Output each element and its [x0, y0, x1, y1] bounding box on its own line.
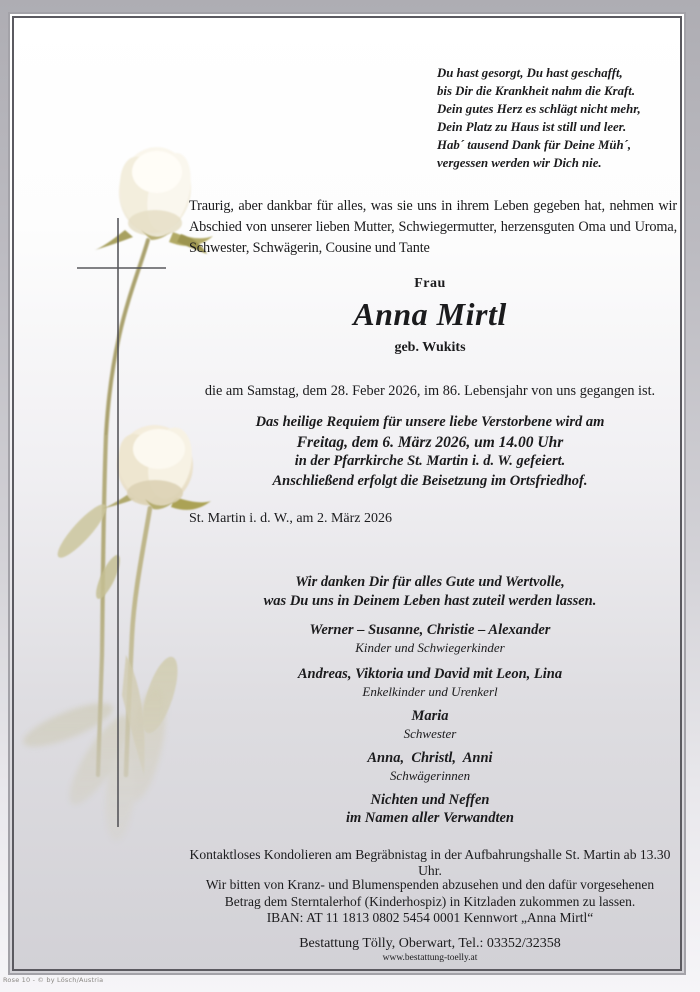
donation-iban-row: [186, 910, 674, 927]
family-entry: [186, 708, 674, 742]
family-entry: [186, 750, 674, 784]
deceased-name: Anna Mirtl: [353, 296, 507, 332]
donation-line: Wir bitten von Kranz- und Blumenspenden abzusehen und den dafür vorgesehenen: [205, 877, 655, 892]
family-role: im Namen aller Verwandten: [346, 810, 514, 826]
iban-number: IBAN: AT 11 1813 0802 5454 0001: [266, 910, 461, 925]
donation-line: Betrag dem Sterntalerhof (Kinderhospiz) in Kitzladen zukommen zu lassen.: [224, 893, 636, 909]
poem-line: vergessen werden wir Dich nie.: [437, 156, 602, 170]
family-role: Kinder und Schwiegerkinder: [355, 640, 505, 655]
family-names: Nichten und Neffen: [370, 792, 490, 808]
poem-line: Du hast gesorgt, Du hast geschafft,: [437, 66, 623, 80]
donation-keyword: Kennwort „Anna Mirtl“: [463, 910, 594, 925]
funeral-home-block: [186, 936, 674, 963]
funeral-home-line: Bestattung Tölly, Oberwart, Tel.: 03352/32358: [299, 936, 561, 951]
poem-line: Dein gutes Herz es schlägt nicht mehr,: [437, 102, 641, 116]
service-line: Das heilige Requiem für unsere liebe Verstorbene wird am: [255, 414, 605, 430]
intro-paragraph: Traurig, aber dankbar für alles, was sie uns in ihrem Leben gegeben hat, nehmen wir Abschied von unserer lieben Mutter, Schwiegermutter, herzensguten Oma und Uroma, Schwester, Schwägerin, Cousine und Tante: [189, 198, 677, 256]
family-role: Enkelkinder und Urenkerl: [362, 684, 498, 699]
thanks-line: Wir danken Dir für alles Gute und Wertvolle,: [295, 574, 565, 590]
service-line: in der Pfarrkirche St. Martin i. d. W. gefeiert.: [294, 453, 566, 469]
rose-artwork: [20, 142, 213, 842]
family-entry: [186, 622, 674, 656]
service-announcement: [186, 413, 674, 491]
family-names: Andreas, Viktoria und David mit Leon, Lina: [297, 666, 563, 682]
family-entry: [186, 792, 674, 827]
funeral-home-website: www.bestattung-toelly.at: [382, 953, 478, 963]
poem-line: bis Dir die Krankheit nahm die Kraft.: [437, 84, 636, 98]
memorial-poem: [437, 64, 641, 172]
family-names: Anna, Christl, Anni: [367, 750, 493, 766]
birth-name: geb. Wukits: [394, 340, 466, 355]
service-date-line: Freitag, dem 6. März 2026, um 14.00 Uhr: [296, 433, 564, 451]
salutation: Frau: [414, 276, 446, 291]
death-date-line: die am Samstag, dem 28. Feber 2026, im 86. Lebensjahr von uns gegangen ist.: [204, 383, 656, 399]
family-entry: [186, 666, 674, 700]
service-line: Anschließend erfolgt die Beisetzung im Ortsfriedhof.: [272, 472, 588, 489]
donation-block: [186, 877, 674, 927]
place-date-line: St. Martin i. d. W., am 2. März 2026: [189, 511, 392, 526]
family-names: Maria: [411, 708, 449, 724]
family-names: Werner – Susanne, Christie – Alexander: [309, 622, 551, 638]
image-credit: Rose 10 - © by Lösch/Austria: [3, 976, 104, 984]
family-role: Schwester: [403, 726, 457, 741]
thanks-line: was Du uns in Deinem Leben hast zuteil werden lassen.: [263, 593, 597, 609]
thanks-block: [186, 573, 674, 611]
condolence-note: Kontaktloses Kondolieren am Begräbnistag in der Aufbahrungshalle St. Martin ab 13.30 Uhr.: [189, 847, 671, 878]
poem-line: Hab´ tausend Dank für Deine Müh´,: [437, 138, 632, 152]
family-role: Schwägerinnen: [389, 768, 471, 783]
poem-line: Dein Platz zu Haus ist still und leer.: [437, 120, 627, 134]
